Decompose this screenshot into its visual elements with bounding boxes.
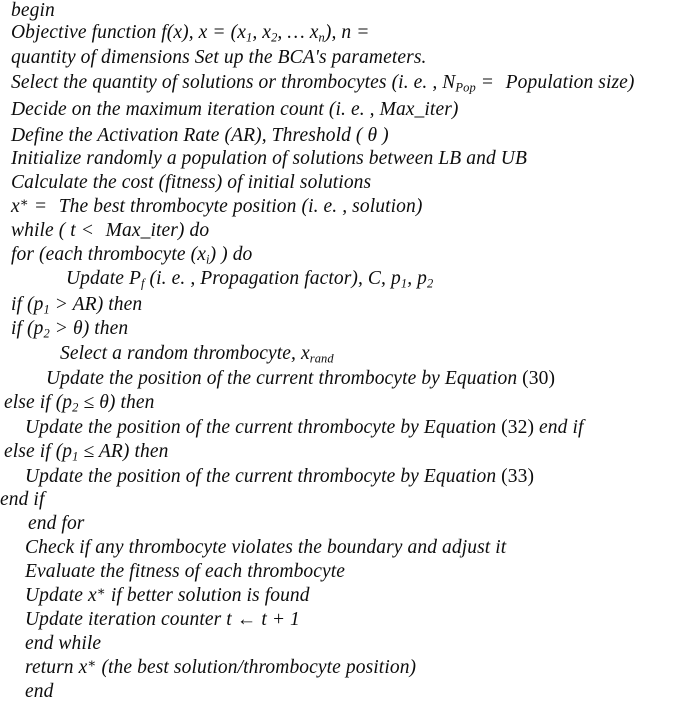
pseudocode-line-calculate-cost: Calculate the cost (fitness) of initial solutions [11,172,372,193]
pseudocode-line-end: end [25,681,54,702]
pseudocode-line-end-while: end while [25,633,102,654]
pseudocode-line-check-boundary-violation: Check if any thrombocyte violates the boundary and adjust it [25,537,507,558]
pseudocode-line-else-if-p2-le-theta: else if $(p_2 \le \theta)$ then [4,392,155,415]
pseudocode-line-best-thrombocyte-position: x∗ = The best thrombocyte position (i. e. , solution) [11,194,423,217]
pseudocode-line-update-position-eq-33: Update the position of the current thrombocyte by Equation (33) [25,466,535,487]
pseudocode-line-end-for: end for [28,513,85,534]
pseudocode-line-if-p1-gt-ar: if $(p_1 > AR)$ then [11,294,143,317]
pseudocode-line-update-iteration-counter: Update iteration counter t ← t + 1 [25,609,300,630]
pseudocode-line-return-best: return x∗ (the best solution/thrombocyte position) [25,655,417,678]
pseudocode-line-decide-max-iteration-count: Decide on the maximum iteration count (i. e. , Max_iter) [11,99,459,120]
pseudocode-line-select-random-thrombocyte: Select a random thrombocyte, $x_{rand}$ [60,343,334,366]
pseudocode-line-update-position-eq-32: Update the position of the current thrombocyte by Equation (32) end if [25,417,584,438]
pseudocode-line-while-loop: while ( t < Max_iter) do [11,220,210,241]
pseudocode-line-update-best-solution: Update x∗ if better solution is found [25,583,310,606]
pseudocode-line-update-position-eq-30: Update the position of the current thrombocyte by Equation (30) [46,368,556,389]
pseudocode-line-if-p2-gt-theta: if $(p_2 > \theta)$ then [11,318,129,341]
pseudocode-line-initialize-population: Initialize randomly a population of solutions between LB and UB [11,148,527,169]
pseudocode-line-select-quantity-of-solutions: Select the quantity of solutions or thrombocytes (i. e. , $N_{Pop}$ = Population size) [11,72,635,95]
pseudocode-line-define-activation-rate-threshold: Define the Activation Rate (AR), Threshold ( θ ) [11,125,389,146]
pseudocode-line-quantity-of-dimensions: quantity of dimensions Set up the BCA's parameters. [11,47,427,68]
pseudocode-line-for-loop: for (each thrombocyte $(x_i)$ ) do [11,244,253,267]
pseudocode-line-else-if-p1-le-ar: else if $(p_1 \le AR)$ then [4,441,169,464]
pseudocode-line-begin: begin [11,0,55,21]
pseudocode-line-update-propagation-factor: Update $P_f$ (i. e. , Propagation factor), C, $p_1$, $p_2$ [66,268,434,291]
pseudocode-line-objective-function: Objective function f(x), $x = (x_1$, $x_2$, … $x_n$), n = [11,22,370,45]
pseudocode-line-end-if: end if [0,489,45,510]
pseudocode-line-evaluate-fitness: Evaluate the fitness of each thrombocyte [25,561,346,582]
